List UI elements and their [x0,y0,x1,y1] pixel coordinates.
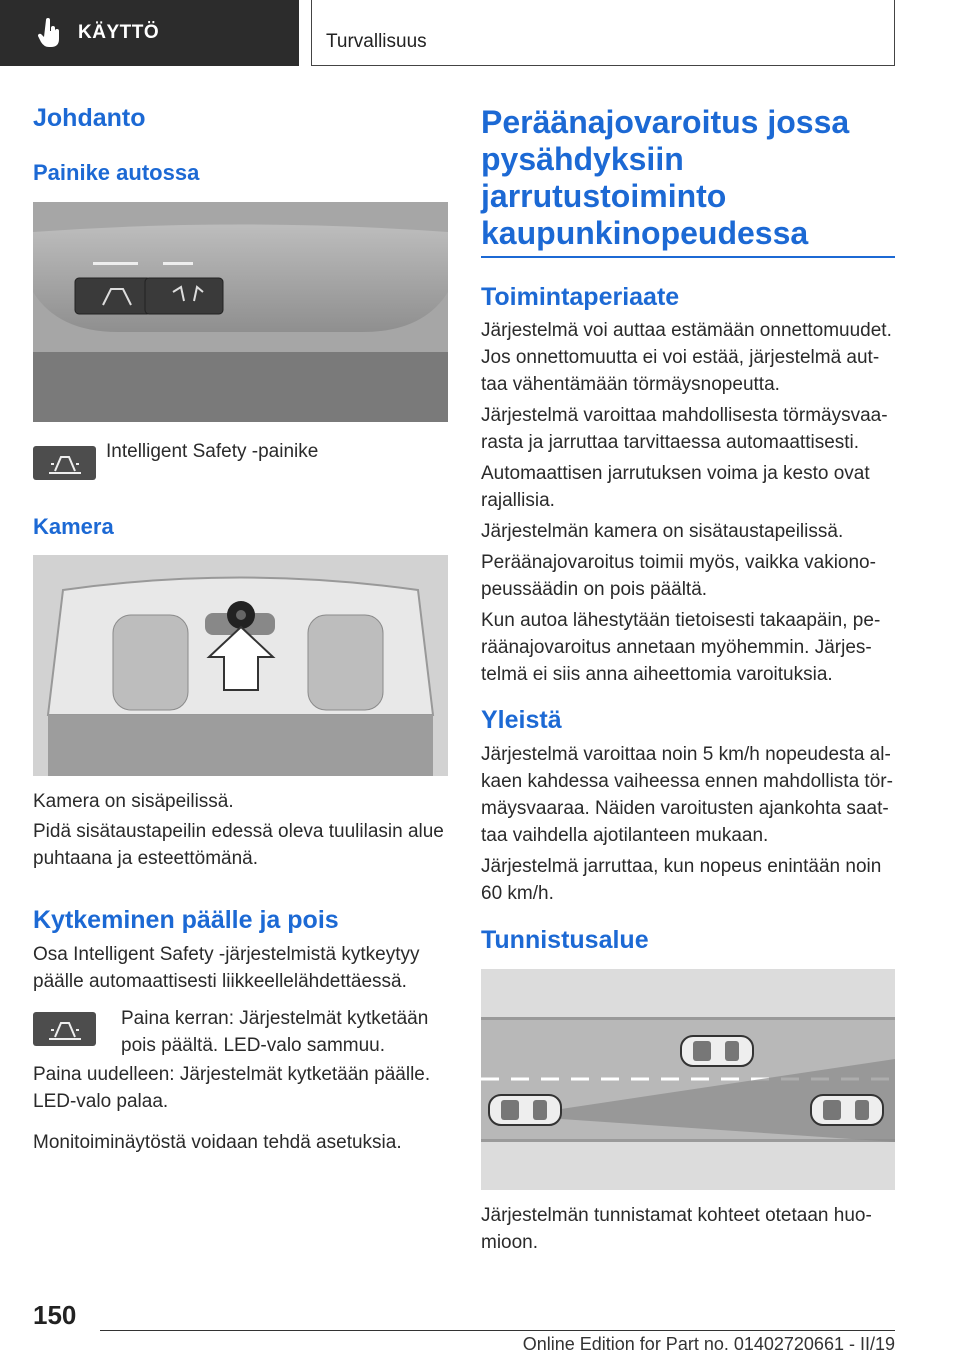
principle-line: Järjestelmän kamera on sisätaustapeilissä. [481,521,844,542]
principle-line: peussäädin on pois päältä. [481,579,708,600]
main-title-2: pysähdyksiin [481,141,684,177]
general-line: kaen kahdessa vaiheessa ennen mahdollista tör- [481,771,893,792]
footer-rule [100,1330,895,1331]
edition-text: Online Edition for Part no. 01402720661 - II/19 [522,1334,895,1354]
switch-text-3a: Paina uudelleen: Järjestelmät kytketään päälle. [33,1064,431,1085]
page-number: 150 [33,1300,77,1330]
switch-text-4: Monitoiminäytöstä voidaan tehdä asetuksia. [33,1132,402,1153]
switch-text-2b: pois päältä. LED-valo sammuu. [121,1035,386,1056]
general-line: Järjestelmä jarruttaa, kun nopeus enintään noin [481,856,882,877]
section-tab[interactable] [0,0,299,66]
camera-image [33,555,448,776]
chapter-title: Turvallisuus [326,31,427,52]
range-caption-2: mioon. [481,1232,539,1253]
main-title-1: Peräänajovaroitus jossa [481,104,850,140]
range-caption-1: Järjestelmän tunnistamat kohteet otetaan huo- [481,1205,872,1226]
principle-line: taa vähentämään törmäysnopeutta. [481,374,780,395]
principle-line: Järjestelmä voi auttaa estämään onnettomuudet. [481,320,892,341]
principle-line: Peräänajovaroitus toimii myös, vaikka vakiono- [481,552,876,573]
principle-line: Kun autoa lähestytään tietoisesti takaapäin, pe- [481,610,881,631]
switch-text-2a: Paina kerran: Järjestelmät kytketään [121,1008,429,1029]
intelligent-safety-button-icon-2 [33,1012,96,1046]
heading-switch: Kytkeminen päälle ja pois [33,906,339,934]
main-title-3: jarrutustoiminto [481,178,727,214]
principle-line: räänajovaroitus annetaan myöhemmin. Järjes- [481,637,872,658]
hand-pointer-icon [38,18,62,48]
principle-line: rajallisia. [481,490,555,511]
chapter-header [311,0,895,66]
principle-line: rasta ja jarruttaa tarvittaessa automaattisesti. [481,432,860,453]
heading-principle: Toimintaperiaate [481,283,680,311]
principle-line: Järjestelmä varoittaa mahdollisesta törmäysvaa- [481,405,888,426]
heading-button: Painike autossa [33,160,200,185]
heading-general: Yleistä [481,706,562,734]
heading-intro: Johdanto [33,104,146,132]
principle-line: telmä ei siis anna aiheettomia varoituksia. [481,664,833,685]
general-line: taa vaihdella ajotilanteen mukaan. [481,825,769,846]
main-title-4: kaupunkinopeudessa [481,215,809,251]
principle-line: Jos onnettomuutta ei voi estää, järjestelmä aut- [481,347,880,368]
heading-camera: Kamera [33,514,114,539]
camera-text-2a: Pidä sisätaustapeilin edessä oleva tuulilasin alue [33,821,444,842]
button-panel-image [33,202,448,422]
principle-line: Automaattisen jarrutuksen voima ja kesto ovat [481,463,870,484]
camera-text-1: Kamera on sisäpeilissä. [33,791,234,812]
switch-text-3b: LED-valo palaa. [33,1091,169,1112]
camera-text-2b: puhtaana ja esteettömänä. [33,848,259,869]
title-rule [481,256,895,258]
button-caption: Intelligent Safety -painike [106,441,319,462]
switch-text-1a: Osa Intelligent Safety -järjestelmistä kytkeytyy [33,944,420,965]
switch-text-1b: päälle automaattisesti liikkeellelähdettäessä. [33,971,407,992]
general-line: 60 km/h. [481,883,554,904]
detection-range-image [481,969,895,1190]
section-tab-label: KÄYTTÖ [78,22,160,43]
heading-range: Tunnistusalue [481,926,649,954]
general-line: mäysvaaraa. Näiden varoitusten ajankohta saat- [481,798,889,819]
intelligent-safety-button-icon [33,446,96,480]
general-line: Järjestelmä varoittaa noin 5 km/h nopeudesta al- [481,744,891,765]
